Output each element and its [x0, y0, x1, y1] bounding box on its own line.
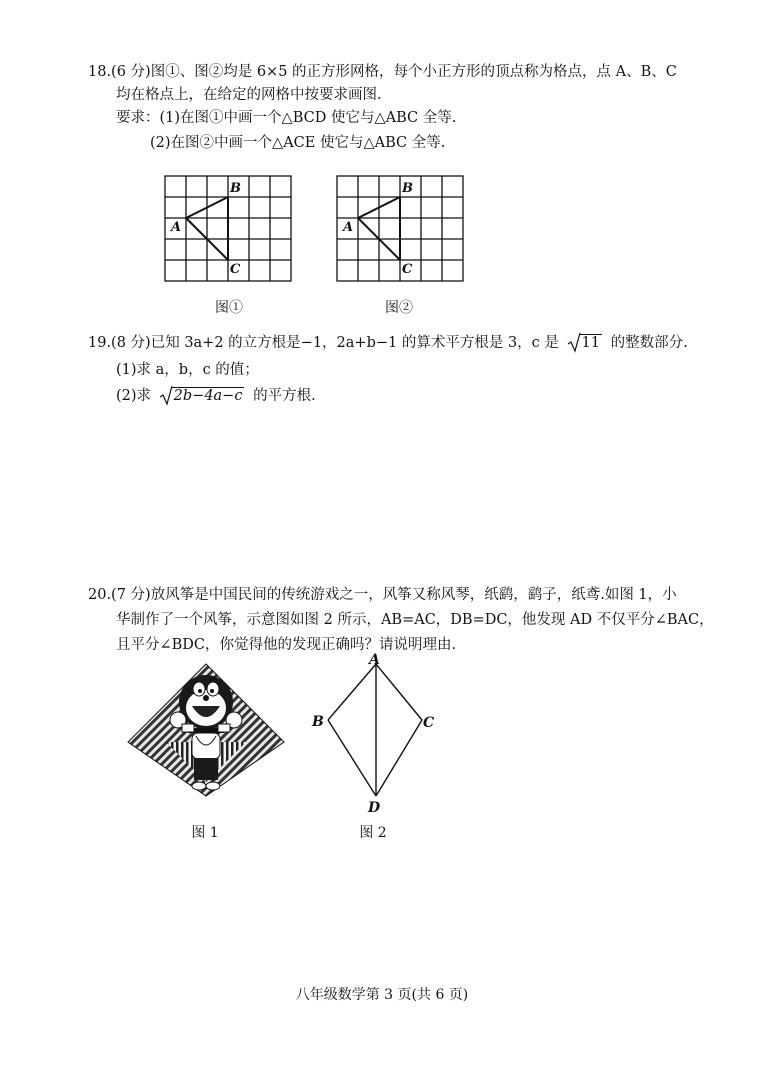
q20-line-2: 华制作了一个风筝，示意图如图 2 所示，AB=AC，DB=DC，他发现 AD 不仅平分∠BAC， [116, 612, 714, 628]
kite-picture [126, 662, 286, 800]
grid-figure-2 [336, 175, 466, 285]
q18-line-2: 均在格点上，在给定的网格中按要求画图. [116, 87, 382, 103]
grid-figure-1 [164, 175, 294, 285]
q19-line-3-tail: 的平方根. [253, 388, 316, 404]
sqrt-expression: 2b−4a−c [160, 386, 245, 406]
point-c-label: C [230, 262, 241, 277]
q20-line-1: 20.(7 分)放风筝是中国民间的传统游戏之一，风筝又称风琴，纸鹞，鹞子，纸鸢.如图 1，小 [88, 587, 677, 603]
page-footer: 八年级数学第 3 页(共 6 页) [295, 987, 469, 1003]
q20-fig2-caption: 图 2 [359, 825, 387, 841]
q19-line-1 [88, 333, 688, 353]
segment-bd [328, 720, 376, 796]
q19-line-1-text: 19.(8 分)已知 3a+2 的立方根是−1，2a+b−1 的算术平方根是 3，c 是 [88, 335, 559, 351]
kite-diagram [305, 652, 445, 822]
q18-fig1-caption: 图① [215, 300, 243, 316]
point-a-label: A [171, 220, 182, 235]
point-d-label: D [368, 800, 381, 816]
segment-ab [328, 664, 376, 720]
q18-line-1: 18.(6 分)图①、图②均是 6×5 的正方形网格，每个小正方形的顶点称为格点，点 A、B、C [88, 64, 677, 80]
point-a-label: A [369, 652, 380, 668]
point-b-label: B [230, 181, 241, 196]
radical-sign-icon [160, 385, 173, 406]
segment-cd [376, 720, 422, 796]
q20-line-3: 且平分∠BDC，你觉得他的发现正确吗？请说明理由. [116, 637, 457, 653]
radical-sign-icon [568, 332, 581, 353]
q18-line-3: 要求：(1)在图①中画一个△BCD 使它与△ABC 全等. [116, 110, 457, 126]
q20-fig1-caption: 图 1 [191, 825, 219, 841]
point-c-label: C [423, 715, 435, 731]
segment-ac [376, 664, 422, 720]
sqrt-11: 11 [568, 333, 602, 353]
q18-line-4: (2)在图②中画一个△ACE 使它与△ABC 全等. [150, 135, 446, 151]
q19-line-1-tail: 的整数部分. [610, 335, 688, 351]
point-a-label: A [343, 220, 354, 235]
point-c-label: C [402, 262, 413, 277]
q19-line-3-text: (2)求 [116, 388, 152, 404]
q19-line-3 [116, 386, 316, 406]
point-b-label: B [402, 181, 413, 196]
point-b-label: B [312, 714, 324, 730]
q18-fig2-caption: 图② [385, 300, 413, 316]
q19-line-2: (1)求 a，b，c 的值； [116, 362, 259, 378]
